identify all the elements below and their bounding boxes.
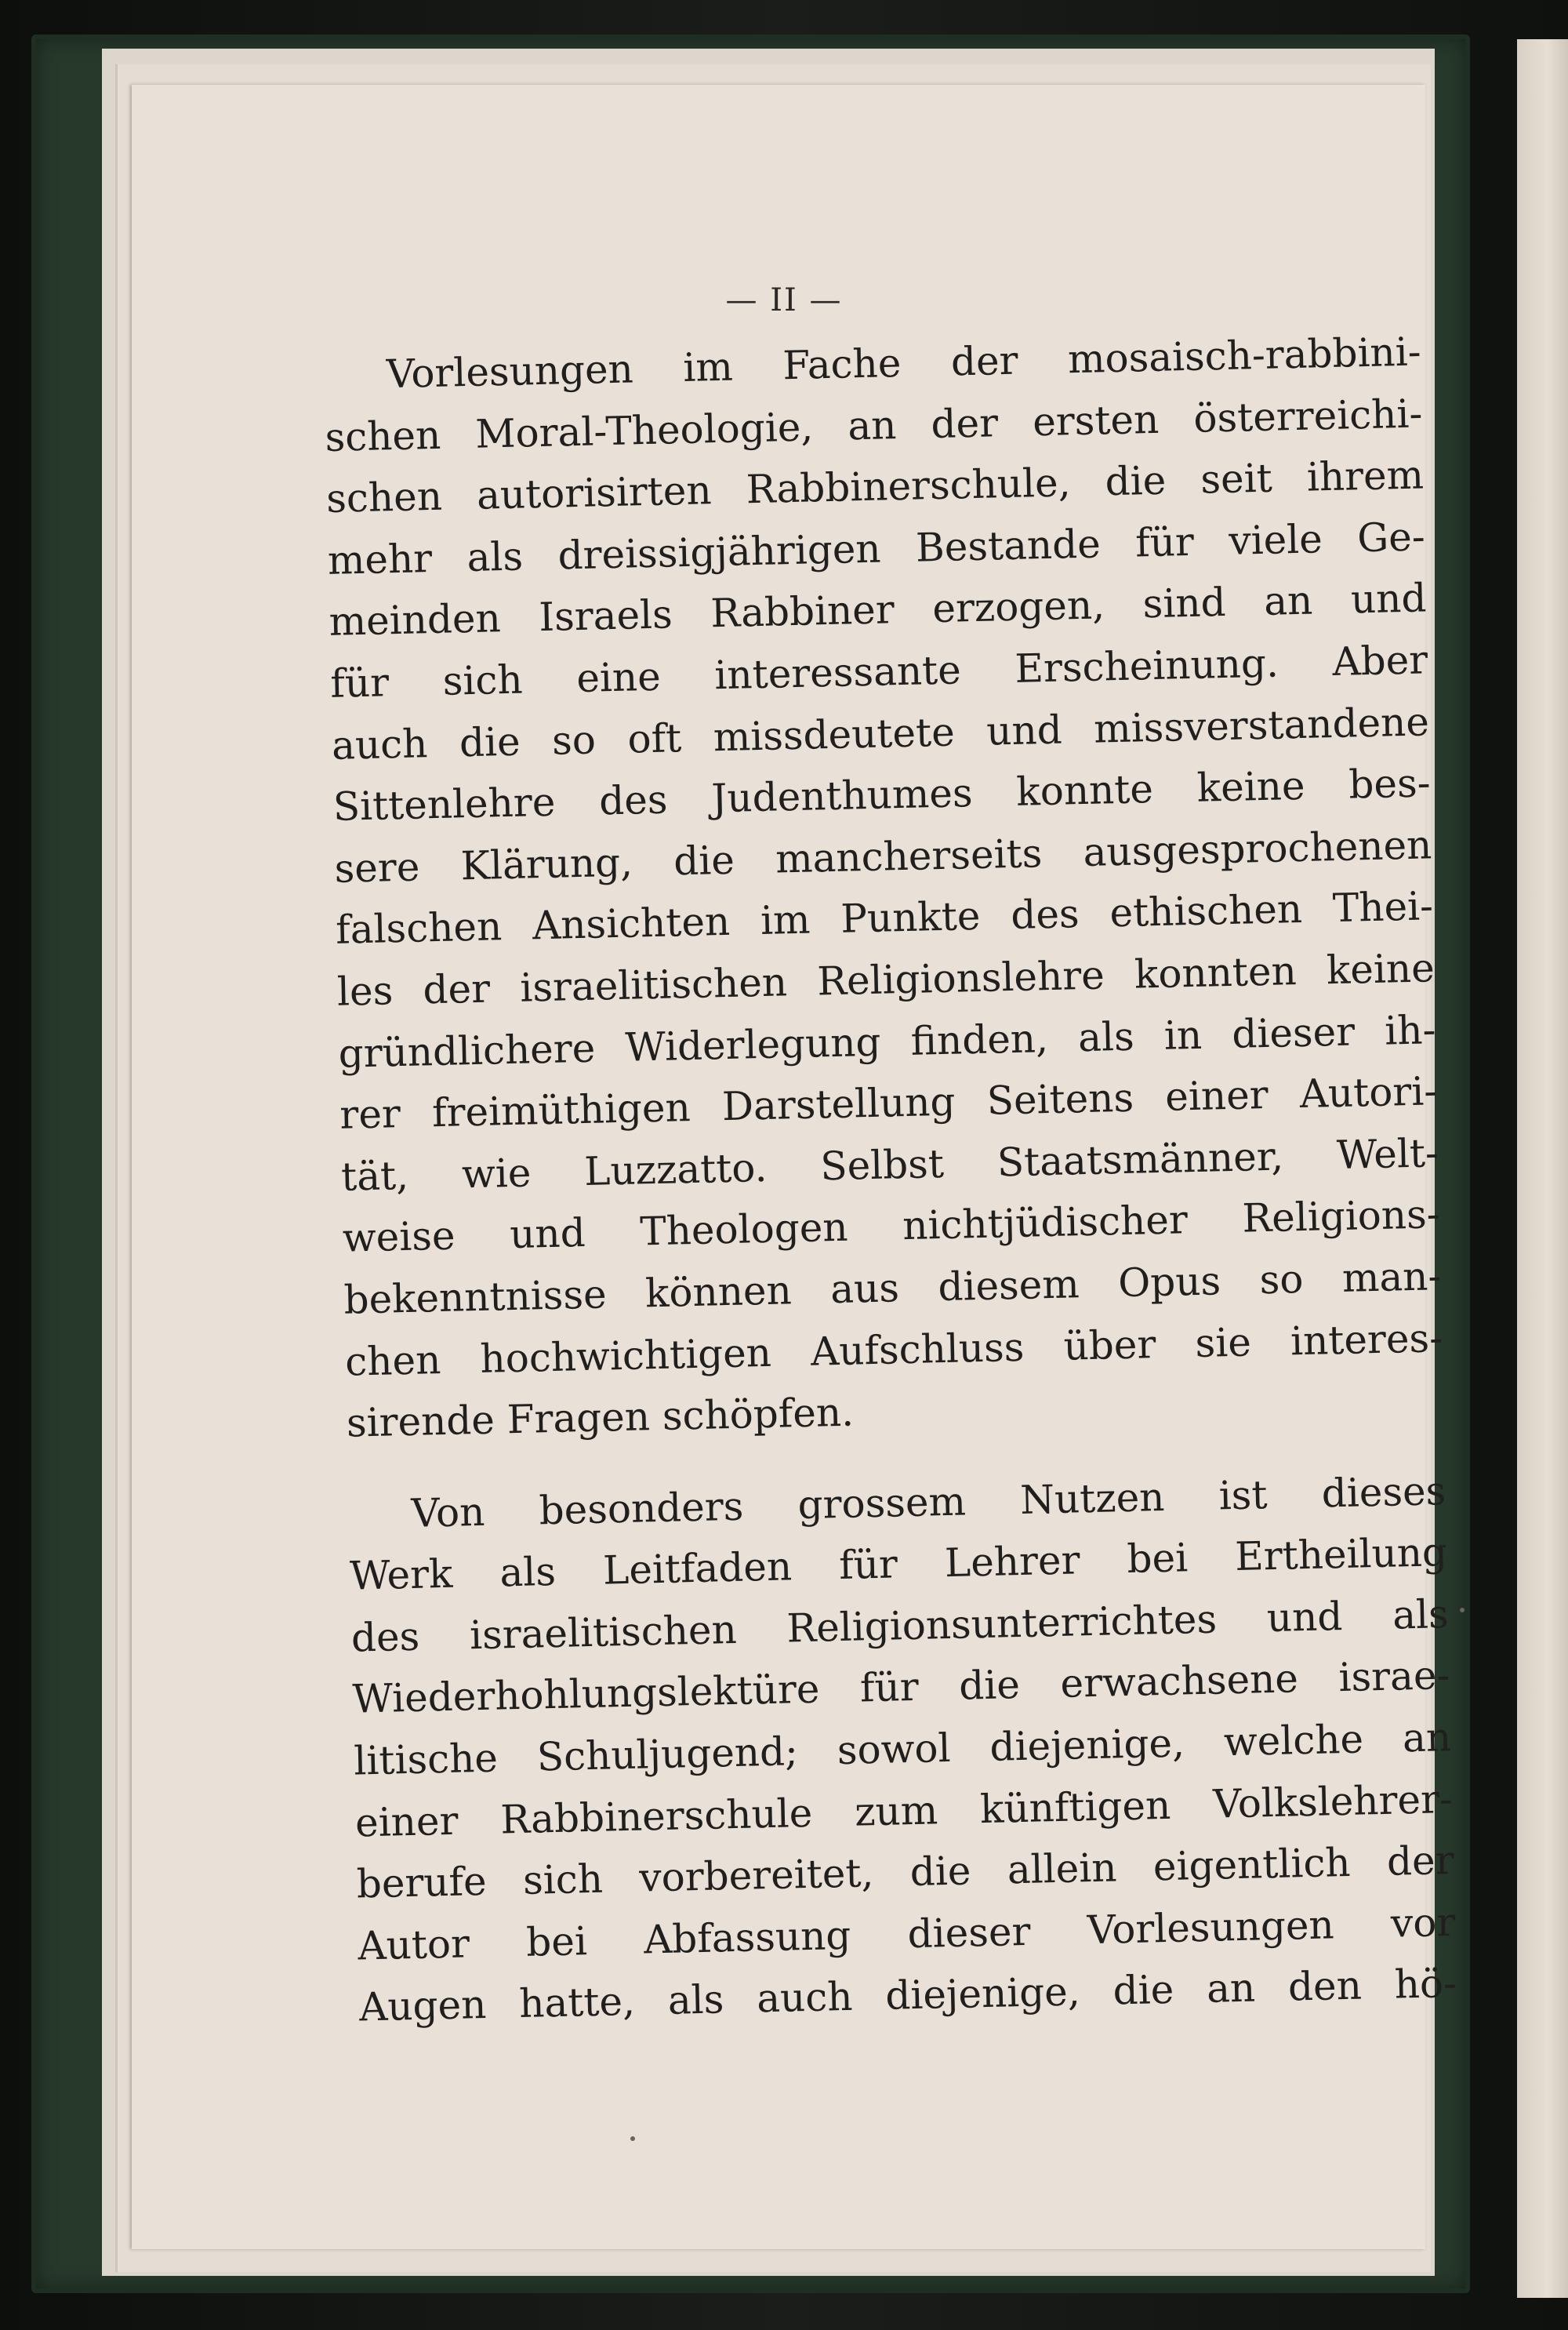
paper-speck bbox=[630, 2136, 635, 2141]
text-line: tät, wie Luzzatto. Selbst Staatsmänner, Welt- bbox=[340, 1129, 1439, 1200]
text-line: berufe sich vorbereitet, die allein eigentlich der bbox=[356, 1837, 1455, 1907]
text-line: les der israelitischen Religionslehre konnten keine bbox=[336, 945, 1436, 1015]
text-line: sirende Fragen schöpfen. bbox=[346, 1389, 855, 1446]
text-line: Sittenlehre des Judenthumes konnte keine bes- bbox=[332, 760, 1432, 831]
text-line: schen autorisirten Rabbinerschule, die seit ihrem bbox=[325, 452, 1425, 522]
body-text bbox=[323, 321, 1457, 2038]
text-line: gründlichere Widerlegung finden, als in dieser ih- bbox=[338, 1006, 1437, 1077]
text-line: Augen hatte, als auch diejenige, die an den hö- bbox=[358, 1961, 1457, 2030]
text-line: falschen Ansichten im Punkte des ethischen Thei- bbox=[335, 883, 1434, 954]
text-line: Von besonders grossem Nutzen ist dieses bbox=[410, 1467, 1446, 1536]
text-line: weise und Theologen nichtjüdischer Religions- bbox=[342, 1191, 1441, 1262]
text-line: meinden Israels Rabbiner erzogen, sind an und bbox=[328, 575, 1428, 645]
text-line: litische Schuljugend; sowol diejenige, welche an bbox=[353, 1714, 1452, 1784]
text-line: schen Moral-Theologie, an der ersten österreichi- bbox=[324, 391, 1423, 460]
paragraph-1 bbox=[323, 321, 1445, 1454]
text-line: sere Klärung, die mancherseits ausgesprochenen bbox=[333, 822, 1432, 892]
text-line: für sich eine interessante Erscheinung. Aber bbox=[329, 637, 1428, 707]
text-line: rer freimüthigen Darstellung Seitens einer Autori- bbox=[339, 1068, 1438, 1138]
text-line: Wiederhohlungslektüre für die erwachsene israe- bbox=[352, 1652, 1450, 1723]
text-line: auch die so oft missdeutete und missverstandene bbox=[331, 698, 1430, 769]
text-line: einer Rabbinerschule zum künftigen Volkslehrer- bbox=[354, 1776, 1454, 1846]
text-line: chen hochwichtigen Aufschluss über sie interes- bbox=[344, 1314, 1443, 1385]
text-line: bekenntnisse können aus diesem Opus so man- bbox=[343, 1253, 1442, 1323]
text-line: Werk als Leitfaden für Lehrer bei Ertheilung bbox=[349, 1529, 1448, 1599]
text-line: Vorlesungen im Fache der mosaisch-rabbini- bbox=[386, 329, 1422, 398]
text-line: des israelitischen Religionsunterrichtes und als bbox=[350, 1590, 1450, 1661]
page-number: — II — bbox=[725, 282, 843, 318]
text-line: mehr als dreissigjährigen Bestande für viele Ge- bbox=[327, 514, 1426, 583]
facing-page-edge bbox=[1517, 39, 1568, 2298]
paper-speck bbox=[1460, 1608, 1465, 1612]
paragraph-2 bbox=[348, 1460, 1457, 2039]
text-line: Autor bei Abfassung dieser Vorlesungen vor bbox=[357, 1899, 1456, 1969]
